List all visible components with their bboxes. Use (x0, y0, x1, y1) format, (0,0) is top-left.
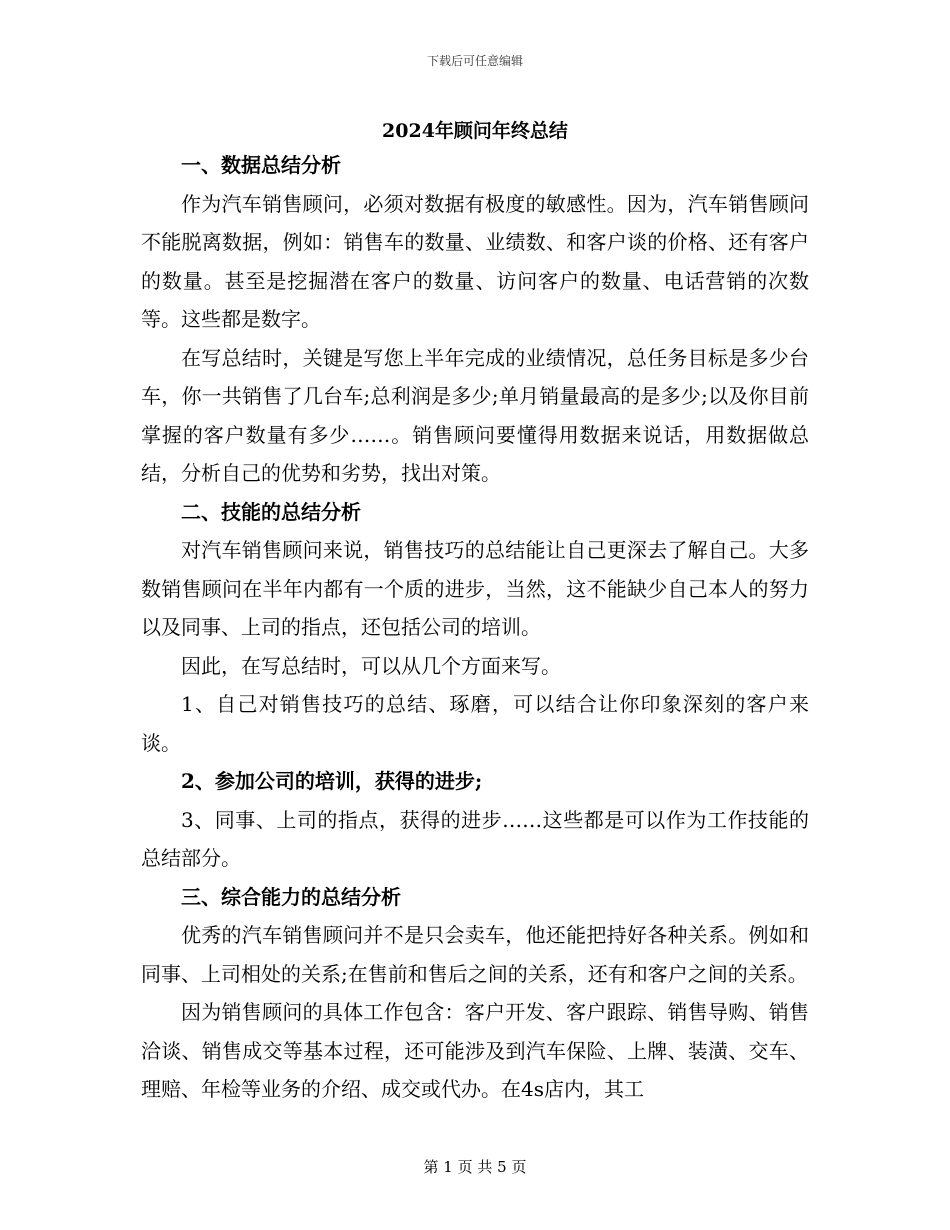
list-item-bold: 2、参加公司的培训，获得的进步; (181, 769, 483, 793)
section-heading-data-analysis: 一、数据总结分析 (181, 153, 341, 177)
paragraph: 因此，在写总结时，可以从几个方面来写。 (181, 653, 561, 678)
document-body (141, 146, 809, 1109)
paragraph: 对汽车销售顾问来说，销售技巧的总结能让自己更深去了解自己。大多数销售顾问在半年内都有一个质的进步，当然，这不能缺少自己本人的努力以及同事、上司的指点，还包括公司的培训。 (141, 538, 809, 639)
section-heading-skills-analysis: 二、技能的总结分析 (181, 499, 361, 524)
list-item: 3、同事、上司的指点，获得的进步……这些都是可以作为工作技能的总结部分。 (141, 807, 809, 870)
paragraph: 在写总结时，关键是写您上半年完成的业绩情况，总任务目标是多少台车，你一共销售了几台车;总利润是多少;单月销量最高的是多少;以及你目前掌握的客户数量有多少……。销售顾问要懂得用数据来说话，用数据做总结，分析自己的优势和劣势，找出对策。 (141, 345, 809, 485)
page-footer: 第 1 页 共 5 页 (423, 1158, 527, 1176)
paragraph: 因为销售顾问的具体工作包含：客户开发、客户跟踪、销售导购、销售洽谈、销售成交等基本过程，还可能涉及到汽车保险、上牌、装潢、交车、理赔、年检等业务的介绍、成交或代办。在4s店内，其工 (141, 1000, 809, 1101)
list-item: 1、自己对销售技巧的总结、琢磨，可以结合让你印象深刻的客户来谈。 (141, 692, 809, 755)
section-heading-overall-ability: 三、综合能力的总结分析 (181, 884, 401, 909)
paragraph: 作为汽车销售顾问，必须对数据有极度的敏感性。因为，汽车销售顾问不能脱离数据，例如：销售车的数量、业绩数、和客户谈的价格、还有客户的数量。甚至是挖掘潜在客户的数量、访问客户的数量、电话营销的次数等。这些都是数字。 (141, 191, 809, 331)
paragraph: 优秀的汽车销售顾问并不是只会卖车，他还能把持好各种关系。例如和同事、上司相处的关系;在售前和售后之间的关系，还有和客户之间的关系。 (141, 923, 809, 986)
header-note: 下载后可任意编辑 (426, 54, 523, 68)
document-title: 2024年顾问年终总结 (382, 120, 568, 142)
